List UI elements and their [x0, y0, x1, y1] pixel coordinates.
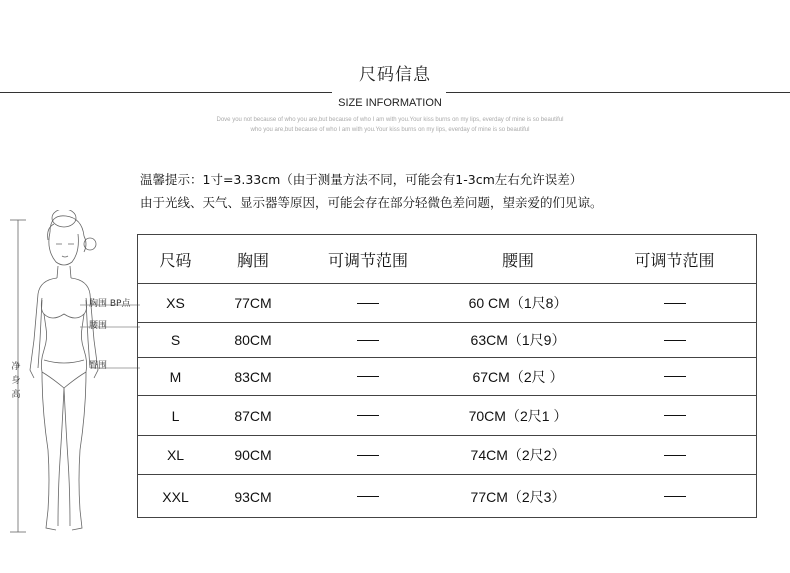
waist-range-cell	[593, 358, 756, 395]
header-waist-range: 可调节范围	[634, 250, 715, 270]
waist-cell: 60 CM（1尺8）	[468, 295, 568, 311]
header-waist: 腰围	[501, 250, 534, 270]
waist-range-cell	[593, 284, 756, 322]
hip-label: 臀围	[89, 361, 108, 371]
waist-cell: 67CM（2尺 ）	[472, 368, 564, 385]
chest-range-cell	[293, 358, 443, 395]
waist-cell: 77CM（2尺3）	[470, 488, 566, 505]
table-row	[138, 475, 756, 518]
tip-line-1: 温馨提示：1寸=3.33cm（由于测量方法不同，可能会有1-3cm左右允许误差）	[140, 172, 583, 187]
dash-icon	[357, 496, 379, 497]
table-header-row	[138, 235, 756, 284]
chest-range-cell	[293, 323, 443, 357]
size-cell: XS	[166, 295, 185, 311]
dash-icon	[357, 415, 379, 416]
chest-range-cell	[293, 436, 443, 474]
tagline-line-2: who you are,but because of who I am with you.Your kiss burns on my lips, everday of mine is so beautiful	[250, 127, 530, 133]
page-subtitle: SIZE INFORMATION	[338, 97, 442, 109]
table-row	[138, 396, 756, 436]
height-label: 净身高	[11, 362, 21, 400]
title-rule-left	[0, 92, 332, 93]
size-table	[137, 234, 757, 518]
chest-range-cell	[293, 284, 443, 322]
dash-icon	[357, 455, 379, 456]
size-cell: S	[170, 332, 181, 348]
dash-icon	[664, 376, 686, 377]
dash-icon	[664, 496, 686, 497]
table-row	[138, 284, 756, 323]
tip-line-2: 由于光线、天气、显示器等原因，可能会存在部分轻微色差问题，望亲爱的们见谅。	[140, 195, 603, 210]
chest-range-cell	[293, 396, 443, 435]
chest-cell: 77CM	[234, 295, 272, 311]
dash-icon	[357, 376, 379, 377]
chest-range-cell	[293, 475, 443, 518]
page-title: 尺码信息	[359, 65, 431, 85]
waist-range-cell	[593, 323, 756, 357]
size-cell: XXL	[162, 488, 189, 505]
dash-icon	[664, 455, 686, 456]
chest-cell: 87CM	[234, 407, 272, 424]
header-chest: 胸围	[236, 250, 269, 270]
chest-cell: 80CM	[234, 332, 272, 348]
header-chest-range: 可调节范围	[327, 250, 408, 270]
waist-cell: 70CM（2尺1 ）	[468, 407, 568, 424]
size-cell: XL	[166, 447, 185, 463]
chest-cell: 83CM	[234, 368, 272, 385]
chest-cell: 93CM	[234, 488, 272, 505]
table-row	[138, 358, 756, 396]
table-row	[138, 436, 756, 475]
table-row	[138, 323, 756, 358]
chest-cell: 90CM	[234, 447, 272, 463]
dash-icon	[357, 340, 379, 341]
tagline-line-1: Dove you not because of who you are,but because of who I am with you.Your kiss burns on my lips, everday of mine is so beautiful	[216, 117, 564, 123]
waist-cell: 74CM（2尺2）	[470, 447, 566, 463]
title-rule-right	[446, 92, 790, 93]
dash-icon	[357, 303, 379, 304]
waist-label: 腰围	[89, 321, 108, 331]
dash-icon	[664, 340, 686, 341]
dash-icon	[664, 415, 686, 416]
waist-cell: 63CM（1尺9）	[470, 332, 566, 348]
size-cell: M	[169, 368, 182, 385]
waist-range-cell	[593, 475, 756, 518]
header-size: 尺码	[159, 250, 192, 270]
chest-label: 胸围 BP点	[89, 299, 131, 309]
size-cell: L	[171, 407, 180, 424]
dash-icon	[664, 303, 686, 304]
waist-range-cell	[593, 436, 756, 474]
waist-range-cell	[593, 396, 756, 435]
